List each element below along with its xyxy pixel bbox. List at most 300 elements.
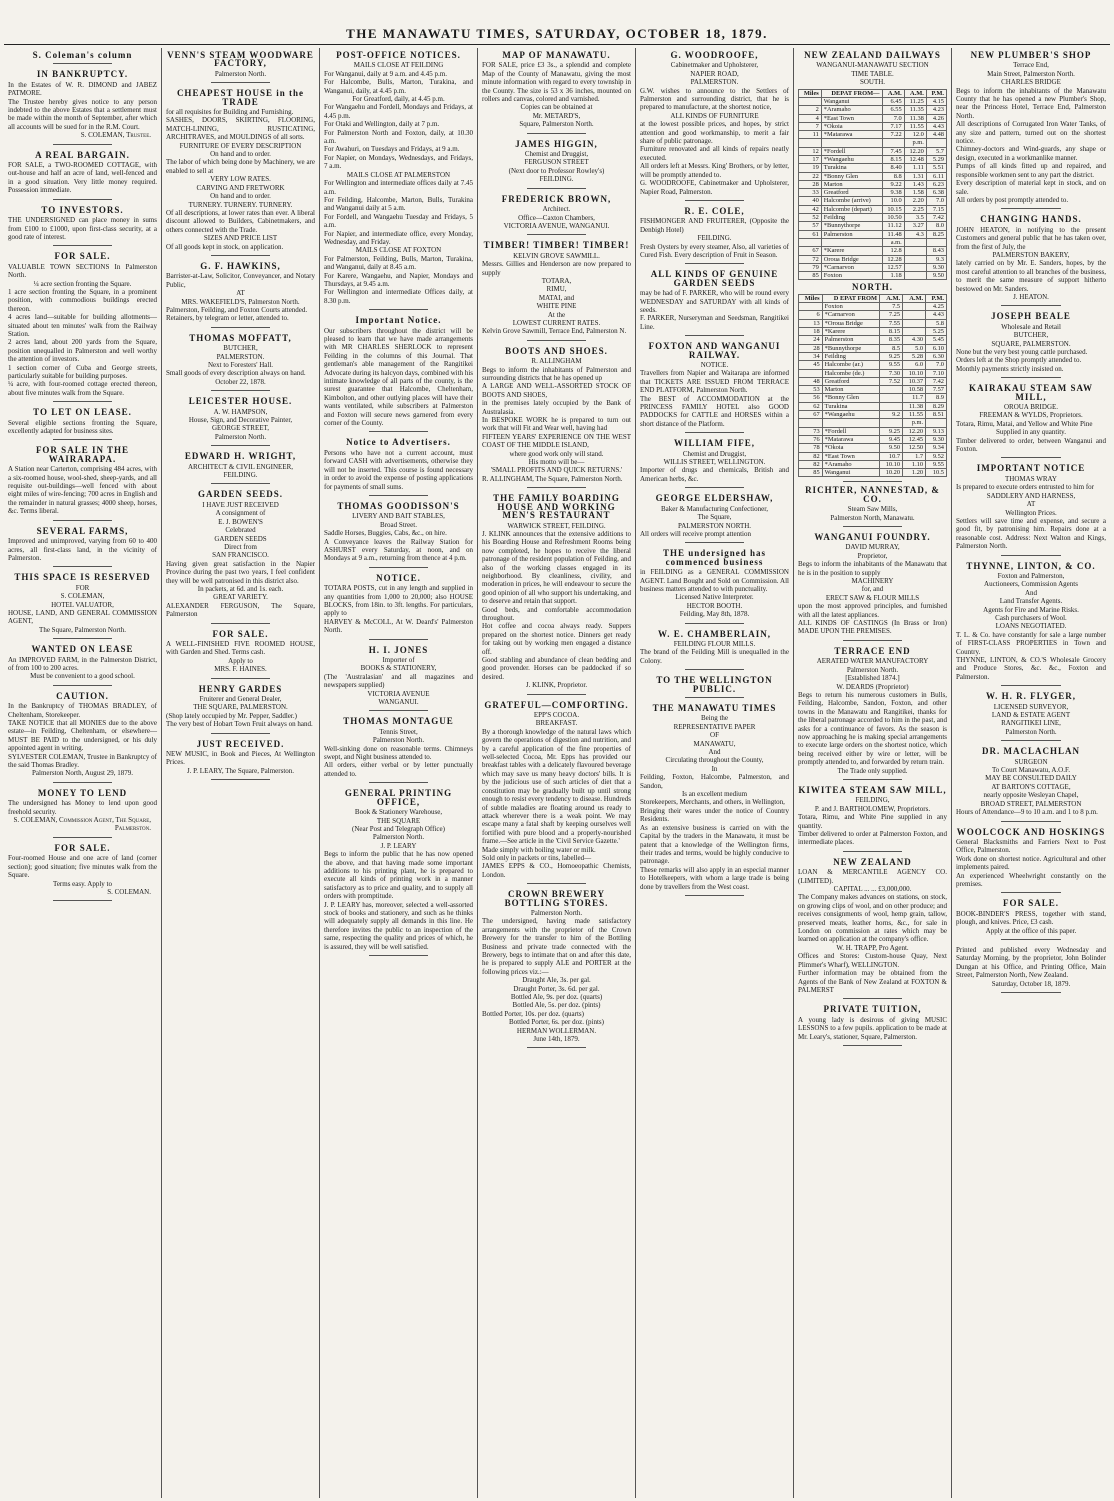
- ad-text: FOR SALE, price £3 3s., a splendid and complete Map of the County of Manawatu, giving the most minute information with regard to every township in the County. The size is 53 x 36 inches, mounted on rollers and canvas, colored and varnished.: [482, 61, 631, 104]
- timetable-cell: p.m.: [903, 419, 926, 427]
- ad-text: Begs to inform the public that he has now opened the above, and that having made some important additions to his printing plant, he is prepared to execute all kinds of printing work in a manner satisfactory as to price and quality, and to supply all orders with promptitude.: [324, 850, 473, 901]
- ad-text: THE SQUARE: [376, 816, 421, 825]
- timetable-cell: 8.9: [926, 394, 947, 402]
- ad-text: E. J. BOWEN'S: [218, 517, 263, 526]
- timetable-cell: 3.5: [904, 214, 926, 222]
- timetable-cell: 12.57: [882, 263, 904, 271]
- timetable-cell: 12.8: [882, 247, 904, 255]
- ad-text: SADDLERY AND HARNESS,: [986, 491, 1076, 500]
- timetable-cell: Foxton: [822, 303, 879, 311]
- timetable-cell: 11.55: [904, 122, 926, 130]
- timetable-cell: 4.23: [926, 106, 946, 114]
- ad-text: Begs to inform the inhabitants of the Manawatu that he is in the position to supply: [798, 560, 947, 577]
- timetable-cell: 7.52: [880, 377, 903, 385]
- ad-text: Saddle Horses, Buggies, Cabs, &c., on hire.: [324, 529, 447, 538]
- ad-text: (Next door to Professor Rowley's): [508, 166, 605, 175]
- timetable-cell: *Fordell: [822, 427, 879, 435]
- ad-text: OF: [710, 731, 719, 740]
- timetable-cell: 2.20: [904, 197, 926, 205]
- ad-text: Kelvin Grove Sawmill, Terrace End, Palmerston N.: [482, 327, 627, 336]
- railway-timetable: [798, 294, 947, 478]
- ad-text: J. KLINK announces that the extensive additions to his Boarding House and Refreshment Rooms being now completed, he hopes to receive the liberal patronage of the resident population of Feilding, and also of the working classes engaged in its neighborhood. By cleanliness, civility, and moderation in prices, he will endeavour to secure the good opinion of all who support his undertaking, and to deserve and retain that support.: [482, 529, 631, 606]
- ad-text: AERATED WATER MANUFACTORY: [816, 657, 929, 666]
- timetable-row: [799, 172, 947, 180]
- ad-text: WANGANUI.: [378, 698, 419, 707]
- ad-text: MANAWATU,: [693, 739, 736, 748]
- ad-heading: TO THE WELLINGTON PUBLIC.: [656, 675, 773, 694]
- ad-text: Offices and Stores: Custom-house Quay, Next Plimmer's Wharf), WELLINGTON.: [798, 952, 947, 969]
- ad-text: FEILDING.: [223, 471, 258, 480]
- timetable-cell: 9.45: [880, 435, 903, 443]
- ad-text: Agents for Fire and Marine Risks.: [983, 605, 1079, 614]
- timetable-cell: Wanganui: [821, 97, 882, 105]
- ad-text: As an extensive business is carried on with the Capital by the traders in the Manawatu, it must be patent that a knowledge of the Wellington firms, their trades and terms, would be highly conducive to patronage.: [640, 823, 789, 866]
- ad-heading: WILLIAM FIFE,: [673, 438, 755, 449]
- timetable-cell: *Fordell: [821, 147, 882, 155]
- timetable-row: [799, 386, 947, 394]
- timetable-cell: 9.25: [880, 352, 903, 360]
- ad-text: Of all descriptions, at lower rates than ever. A liberal discount allowed to Builders, Cabinetmakers, and others connected with the Trade.: [166, 208, 315, 234]
- timetable-row: [799, 230, 947, 238]
- advertisement: [324, 502, 473, 568]
- ad-text: [Established 1874.]: [845, 674, 900, 683]
- timetable-north-heading: NORTH.: [852, 282, 893, 293]
- ad-text: FOR SALE, a TWO-ROOMED COTTAGE, with out-house and half an acre of land, well-fenced and in a good situation. Very little money required. Possession immediate.: [8, 161, 157, 195]
- ad-text: LOAN & MERCANTILE AGENCY CO. (LIMITED).: [798, 868, 947, 885]
- ad-heading: FOXTON AND WANGANUI RAILWAY.: [648, 341, 781, 360]
- ad-text: Bottled Ale, 5s. per doz. (pints): [512, 1001, 601, 1010]
- ad-text: ¼ acre section fronting the Square.: [33, 279, 132, 288]
- ad-text: Importer of drugs and chemicals, British and American herbs, &c.: [640, 466, 789, 483]
- timetable-cell: 8.29: [926, 402, 947, 410]
- timetable-cell: 85: [799, 469, 823, 477]
- timetable-cell: 6.0: [903, 361, 926, 369]
- ad-text: And: [1024, 588, 1038, 597]
- timetable-cell: 10.58: [903, 386, 926, 394]
- timetable-cell: 28: [799, 180, 822, 188]
- ad-separator: [53, 401, 113, 402]
- ad-separator: [843, 851, 903, 852]
- ad-text: JOHN HEATON, in notifying to the present Customers and general public that he has taken over, from the first of July, the: [956, 225, 1106, 251]
- timetable-cell: Halcombe (depart): [821, 205, 882, 213]
- timetable-header-cell: A.M.: [882, 89, 904, 97]
- timetable-cell: 10.20: [880, 469, 903, 477]
- ad-text: Celebrated: [225, 526, 256, 535]
- masthead-title: THE MANAWATU TIMES, SATURDAY, OCTOBER 18, 1879.: [346, 26, 768, 41]
- advertisement: [166, 490, 315, 623]
- timetable-row: [799, 352, 947, 360]
- ad-text: SURGEON: [1014, 757, 1048, 766]
- timetable-cell: 67: [799, 247, 822, 255]
- timetable-cell: *Wangaehu: [821, 156, 882, 164]
- timetable-cell: 1.18: [882, 272, 904, 280]
- timetable-cell: 10.10: [880, 460, 903, 468]
- timetable-row: [799, 131, 947, 139]
- ad-text: A consignment of: [215, 509, 266, 518]
- timetable-cell: 8.15: [880, 328, 903, 336]
- ad-text: Broad Street.: [380, 520, 417, 529]
- ad-text: LOWEST CURRENT RATES.: [512, 318, 601, 327]
- advertisement: [482, 195, 631, 236]
- ad-text: By a thorough knowledge of the natural laws which govern the operations of digestion and nutrition, and by a careful application of the fine properties of well-selected Cocoa, Mr. Epps has provided our breakfast tables with a delicately flavoured beverage which may save us many heavy doctors' bills. It is by the judicious use of such articles of diet that a constitution may be gradually built up until strong enough to resist every tendency to disease. Hundreds of subtle maladies are floating around us ready to attack wherever there is a weak point. We may escape many a fatal shaft by keeping ourselves well fortified with pure blood and a properly-nourished frame.—See article in the 'Civil Service Gazette.': [482, 727, 631, 846]
- ad-text: SASHES, DOORS, SKIRTING, FLOORING, MATCH-LINING, RUSTICATING, ARCHITRAVES, and MOULDINGS of all sorts.: [166, 116, 315, 142]
- timetable-cell: 13: [799, 319, 823, 327]
- timetable-row: [799, 469, 947, 477]
- ad-heading: RICHTER, NANNESTAD, & CO.: [805, 485, 940, 504]
- timetable-cell: 6.45: [882, 97, 904, 105]
- ad-text: MATAI, and: [538, 293, 575, 302]
- ad-text: I HAVE JUST RECEIVED: [202, 500, 279, 509]
- ad-text: Bottled Porter, 10s. per doz. (quarts): [482, 1009, 584, 1018]
- timetable-row: [799, 114, 947, 122]
- ad-heading: THE MANAWATU TIMES: [652, 703, 777, 713]
- ad-text: Terms easy. Apply to: [53, 879, 112, 888]
- timetable-cell: [880, 386, 903, 394]
- ad-separator: [369, 567, 429, 568]
- ad-text: Foxton and Palmerston,: [997, 571, 1065, 580]
- advertisement: [166, 397, 315, 446]
- timetable-cell: Feilding: [822, 352, 879, 360]
- advertisement: [8, 408, 157, 440]
- ad-text: ALL KINDS OF FURNITURE: [670, 111, 759, 120]
- timetable-cell: 8.8: [882, 172, 904, 180]
- ad-text: Palmerston North.: [214, 69, 267, 78]
- ad-text: Licensed Native Interpreter.: [675, 593, 754, 602]
- masthead-rule: [4, 44, 1110, 45]
- advertisement: [956, 828, 1106, 894]
- ad-text: For Napier, and intermediate office, every Monday, Wednesday, and Friday.: [324, 229, 473, 246]
- ad-separator: [53, 782, 113, 783]
- ad-text: FISHMONGER AND FRUITERER, (Opposite the Denbigh Hotel): [640, 217, 789, 234]
- timetable-cell: 1.58: [904, 189, 926, 197]
- ad-text: S. COLEMAN,: [60, 592, 105, 601]
- timetable-cell: 67: [799, 411, 823, 419]
- ad-heading: LEICESTER HOUSE.: [188, 396, 293, 407]
- timetable-cell: 7.45: [882, 147, 904, 155]
- ad-heading: HENRY GARDES: [198, 683, 283, 694]
- timetable-header-cell: A.M.: [903, 294, 926, 302]
- ad-text: Mr. METARD'S,: [532, 111, 581, 120]
- ad-separator: [1001, 939, 1061, 940]
- timetable-cell: 10.37: [903, 377, 926, 385]
- ad-text: MRS. F. HAINES.: [214, 665, 267, 674]
- ad-heading: WANTED ON LEASE: [31, 644, 134, 655]
- ad-text: In BESPOKE WORK he is prepared to turn out work that will Fit and Wear well, having had: [482, 416, 631, 433]
- ad-text: upon the most approved principles, and furnished with all the latest appliances.: [798, 602, 947, 619]
- ad-heading: CAUTION.: [56, 690, 109, 701]
- ad-text: BUTCHER,: [223, 344, 258, 353]
- ad-text: ¼ acre, with four-roomed cottage erected thereon, about five minutes walk from the Square.: [8, 380, 157, 397]
- timetable-cell: 12.0: [904, 131, 926, 139]
- timetable-row: [799, 180, 947, 188]
- ad-heading: TERRACE END: [834, 645, 911, 656]
- timetable-cell: 5.0: [903, 344, 926, 352]
- advertisement: [324, 51, 473, 310]
- timetable-cell: [904, 238, 926, 246]
- timetable-cell: 57: [799, 222, 822, 230]
- ad-heading: G. WOODROOFE,: [670, 50, 759, 60]
- ad-heading: KAIRAKAU STEAM SAW MILL,: [968, 383, 1093, 402]
- timetable-cell: 33: [799, 189, 822, 197]
- ad-heading: CROWN BREWERY BOTTLING STORES.: [504, 889, 609, 908]
- ad-text: For Wanganui, daily at 9 a.m. and 4.45 p.m.: [324, 69, 447, 78]
- ad-text: lately carried on by Mr. E. Sanders, hopes, by the most careful attention to all branches of the business, to merit the same measure of support hitherto bestowed on Mr. Sanders.: [956, 259, 1106, 293]
- timetable-cell: [799, 303, 823, 311]
- ad-text: TAKE NOTICE that all MONIES due to the above estate—in Feilding, Cheltenham, or elsewhere—MUST BE PAID to the undersigned, or his duly appointed agent in writing.: [8, 719, 157, 753]
- ad-text: A Station near Carterton, comprising 484 acres, with a six-roomed house, wool-shed, sheep-yards, and all requisite out-buildings—well fenced with about eight miles of wire-fencing; 700 acres in English and the remainder in natural grasses; 4000 sheep, horses, &c. Terms liberal.: [8, 465, 157, 516]
- ad-text: LOANS NEGOTIATED.: [995, 622, 1067, 631]
- advertisement: [956, 384, 1106, 458]
- ad-text: FREEMAN & WYLDS, Proprietors.: [979, 411, 1083, 420]
- ad-text: FIFTEEN YEARS' EXPERIENCE ON THE WEST COAST OF THE MIDDLE ISLAND,: [482, 432, 631, 450]
- timetable-cell: *Aramaho: [821, 106, 882, 114]
- timetable-cell: 12.20: [904, 147, 926, 155]
- ad-text: THYNNE, LINTON, & CO.'S Wholesale Grocery and Produce Stores, &c. &c., Foxton and Palmerston.: [956, 656, 1106, 681]
- column-2: [162, 48, 320, 1498]
- ad-text: THE UNDERSIGNED can place money in sums from £100 to £1000, upon first-class security, at a good rate of interest.: [8, 216, 157, 241]
- advertisement: [324, 574, 473, 640]
- timetable-heading: SOUTH.: [859, 78, 886, 87]
- ad-text: The undersigned has Money to lend upon good freehold security.: [8, 799, 157, 816]
- ad-text: CARVING AND FRETWORK: [196, 183, 285, 192]
- ad-heading: G. F. HAWKINS,: [200, 260, 281, 271]
- ad-text: Persons who have not a current account, must forward CASH with advertisements, otherwise they will not be inserted. This course is found necessary in order to avoid the expense of posting applications for payments of small sums.: [324, 448, 473, 491]
- timetable-cell: 78: [799, 444, 823, 452]
- timetable-cell: [880, 402, 903, 410]
- ad-text: in the premises lately occupied by the Bank of Australasia.: [482, 399, 631, 416]
- timetable-cell: 1.43: [904, 180, 926, 188]
- timetable-cell: 17: [799, 156, 822, 164]
- ad-text: MRS. WAKEFIELD'S, Palmerston North.: [181, 297, 300, 306]
- timetable-cell: 9.50: [880, 444, 903, 452]
- advertisement: [166, 262, 315, 328]
- ad-text: Orders left at the Shop promptly attended to.: [956, 356, 1082, 365]
- timetable-cell: 3.27: [904, 222, 926, 230]
- timetable-cell: *Okoia: [822, 444, 879, 452]
- ad-text: HARVEY & McCOLL, At W. Deard's' Palmerston North.: [324, 617, 473, 635]
- advertisement: [324, 316, 473, 432]
- ad-text: RIMU,: [546, 285, 567, 294]
- timetable-cell: 4.30: [903, 336, 926, 344]
- ad-heading: THOMAS GOODISSON'S: [337, 500, 460, 511]
- ad-text: For Karere, Wangaehu, and Napier, Mondays and Thursdays, at 9.45 a.m.: [324, 271, 473, 288]
- advertisement: [798, 858, 947, 1000]
- ad-text: For Halcombe, Bulls, Marton, Turakina, and Wanganui, daily, at 4.45 p.m.: [324, 78, 473, 95]
- ad-text: 2 acres land, about 200 yards from the Square, position unequalled in Palmerston and well worthy the attention of investors.: [8, 338, 157, 364]
- ad-separator: [843, 481, 903, 482]
- ad-text: For Palmerston, Feilding, Bulls, Marton, Turakina, and Wanganui, daily at 8.45 a.m.: [324, 254, 473, 272]
- timetable-row: [799, 156, 947, 164]
- railway-timetable: [798, 89, 947, 281]
- ad-text: AT: [236, 289, 245, 298]
- ad-text: Auctioneers, Commission Agents: [984, 580, 1078, 589]
- timetable-cell: 12: [799, 147, 822, 155]
- ad-text: Book & Stationery Warehouse,: [354, 808, 443, 817]
- ad-separator: [369, 309, 429, 310]
- advertisement: [640, 270, 789, 336]
- advertisement: [956, 562, 1106, 687]
- advertisement: [482, 890, 631, 1048]
- advertisement: [8, 573, 157, 639]
- timetable-cell: 7.0: [926, 361, 947, 369]
- timetable-cell: *Bunnythorpe: [821, 222, 882, 230]
- ad-text: Bringing their wares under the notice of Country Residents.: [640, 806, 789, 824]
- timetable-cell: 12.50: [903, 444, 926, 452]
- ad-heading: WANGANUI FOUNDRY.: [814, 532, 931, 543]
- timetable-cell: 62: [799, 402, 823, 410]
- timetable-cell: 79: [799, 263, 822, 271]
- ad-separator: [527, 188, 587, 189]
- ad-heading: THOMAS MOFFATT,: [189, 332, 292, 343]
- ad-text: GREAT VARIETY.: [213, 593, 268, 602]
- timetable-cell: 4.25: [926, 303, 947, 311]
- ad-separator: [1001, 305, 1061, 306]
- ad-separator: [843, 1045, 903, 1046]
- timetable-cell: 34: [799, 352, 823, 360]
- timetable-cell: 9.34: [926, 444, 947, 452]
- timetable-row: [799, 139, 947, 147]
- ad-text: The Trade only supplied.: [837, 766, 908, 775]
- ad-text: T. L. & Co. have constantly for sale a large number of FIRST-CLASS PROPERTIES in Town and Country.: [956, 630, 1106, 656]
- ad-separator: [211, 327, 271, 328]
- timetable-cell: *Okoia: [821, 122, 882, 130]
- ad-text: OROUA BRIDGE.: [1003, 403, 1059, 412]
- ad-text: Apply to: [228, 656, 253, 665]
- timetable-cell: 40: [799, 197, 822, 205]
- timetable-heading: WANGANUI-MANAWATU SECTION: [816, 61, 929, 70]
- ad-text: PALMERSTON NORTH.: [677, 521, 752, 530]
- ad-text: LAND & ESTATE AGENT: [991, 711, 1071, 720]
- advertisement: [482, 140, 631, 189]
- ad-text: CAPITAL ... ... £3,000,000.: [833, 885, 912, 894]
- ad-text: Steam Saw Mills,: [847, 505, 898, 514]
- timetable-cell: *Oroua Bridge: [822, 319, 879, 327]
- timetable-cell: *Bonny Glen: [822, 394, 879, 402]
- timetable-cell: 8.25: [926, 230, 946, 238]
- ad-text: Proprietor,: [857, 551, 888, 560]
- timetable-cell: 9.55: [926, 460, 947, 468]
- ad-text: The undersigned, having made satisfactory arrangements with the proprietor of the Crown Brewery for the transfer to him of the Bottling Business and private trade connected with the Brewery, begs to intimate that on and after this date, he is prepared to supply ALE and PORTER at the following prices viz.:—: [482, 917, 631, 976]
- ad-heading: THOMAS MONTAGUE: [343, 716, 454, 727]
- timetable-header-cell: P.M.: [926, 89, 946, 97]
- ad-separator: [369, 431, 429, 432]
- advertisement: [956, 692, 1106, 741]
- ad-heading: W. H. R. FLYGER,: [985, 691, 1077, 702]
- timetable-cell: 24: [799, 336, 823, 344]
- timetable-cell: [903, 311, 926, 319]
- timetable-cell: 11.55: [903, 411, 926, 419]
- ad-heading: JUST RECEIVED.: [196, 738, 285, 749]
- ad-heading: THIS SPACE IS RESERVED: [14, 572, 151, 583]
- advertisement: [324, 789, 473, 956]
- ad-heading: TIMBER! TIMBER! TIMBER!: [483, 240, 630, 251]
- ad-text: For Napier, on Mondays, Wednesdays, and Fridays, 7 a.m.: [324, 153, 473, 171]
- ad-separator: [53, 439, 113, 440]
- ad-text: An experienced Wheelwright constantly on the premises.: [956, 871, 1106, 888]
- timetable-cell: 1.11: [904, 164, 926, 172]
- ad-separator: [53, 837, 113, 838]
- timetable-row: [799, 435, 947, 443]
- ad-text: For Otaki and Wellington, daily at 7 p.m.: [324, 120, 440, 129]
- ad-separator: [1001, 821, 1061, 822]
- ad-text: VICTORIA AVENUE, WANGANUI.: [503, 221, 610, 230]
- ad-text: J. P. LEARY has, moreover, selected a well-assorted stock of books and stationery, and such as he thinks will adequately supply all demands in this line. He therefore invites the public to an inspection of the same, respecting the quality and prices of which, he is assured, they will be well satisfied.: [324, 900, 473, 951]
- advertisement: [798, 533, 947, 641]
- ad-text: WARWICK STREET, FEILDING.: [507, 521, 606, 530]
- advertisement: [640, 704, 789, 896]
- timetable-cell: 1.7: [903, 452, 926, 460]
- timetable-cell: Halcombe (arrive): [821, 197, 882, 205]
- timetable-cell: 52: [799, 214, 822, 222]
- timetable-cell: 9.25: [880, 427, 903, 435]
- ad-text: A WELL-FINISHED FIVE ROOMED HOUSE, with Garden and Shed. Terms cash.: [166, 639, 315, 657]
- timetable-cell: [799, 139, 822, 147]
- ad-text: And: [708, 748, 721, 757]
- ad-separator: [527, 133, 587, 134]
- timetable-cell: 4.3: [904, 230, 926, 238]
- timetable-cell: 85: [799, 272, 822, 280]
- ad-text: Palmerston North, Manawatu.: [830, 513, 915, 522]
- ad-heading: MAP OF MANAWATU.: [502, 50, 611, 60]
- timetable-cell: *Aramaho: [822, 460, 879, 468]
- ad-heading: THYNNE, LINTON, & CO.: [966, 560, 1096, 571]
- ad-heading: NEW ZEALAND: [833, 856, 912, 867]
- ad-separator: [369, 639, 429, 640]
- timetable-header-cell: D EPAT FROM: [822, 294, 879, 302]
- timetable-cell: Marton: [821, 180, 882, 188]
- ad-heading: S. Coleman's column: [32, 50, 133, 60]
- ad-text: FEILDING.: [539, 175, 574, 184]
- ad-text: Well-sinking done on reasonable terms. Chimneys swept, and Night business attended to.: [324, 744, 473, 762]
- ad-text: Wellington Prices.: [1005, 508, 1057, 517]
- ad-text: MAILS CLOSE AT PALMERSTON: [346, 170, 451, 179]
- timetable-cell: [821, 139, 882, 147]
- ad-text: may be had of F. PARKER, who will be round every WEDNESDAY and SATURDAY with all kinds of seeds.: [640, 289, 789, 314]
- ad-text: In packets, at 6d. and 1s. each.: [197, 584, 284, 593]
- ad-signature: S. COLEMAN.: [107, 887, 151, 896]
- advertisement: [166, 685, 315, 734]
- timetable-row: [799, 452, 947, 460]
- ad-text: In the Bankruptcy of THOMAS BRADLEY, of Cheltenham, Storekeeper.: [8, 702, 157, 719]
- timetable-cell: 4.43: [926, 311, 947, 319]
- timetable-cell: 42: [799, 205, 822, 213]
- ad-text: (Shop lately occupied by Mr. Pepper, Saddler.): [166, 711, 297, 720]
- advertisement: [482, 51, 631, 134]
- ad-text: Direct from: [224, 542, 257, 551]
- column-4: [478, 48, 636, 1498]
- masthead: [0, 0, 1114, 40]
- ad-separator: [1001, 208, 1061, 209]
- ad-text: REPRESENTATIVE PAPER: [673, 722, 756, 731]
- timetable-cell: [926, 238, 946, 246]
- ad-separator: [685, 542, 745, 543]
- ad-text: Palmerston North.: [1005, 727, 1057, 736]
- timetable-cell: 9.13: [926, 427, 947, 435]
- timetable-cell: 7.22: [882, 131, 904, 139]
- ad-separator: [53, 685, 113, 686]
- ad-signature: S. COLEMAN, Trustee.: [80, 131, 151, 140]
- ad-separator: [53, 900, 113, 901]
- ad-text: R. ALLINGHAM, The Square, Palmerston North.: [482, 474, 623, 483]
- timetable-cell: 45: [799, 361, 823, 369]
- timetable-cell: 76: [799, 435, 823, 443]
- ad-text: 1 acre section fronting the Square, in a prominent position, with commodious buildings erected thereon.: [8, 287, 157, 313]
- ad-text: ALL KINDS OF CASTINGS (In Brass or Iron) MADE UPON THE PREMISES.: [798, 619, 947, 636]
- timetable-cell: 11.38: [903, 402, 926, 410]
- columns: [4, 48, 1110, 1498]
- ad-text: MAY BE CONSULTED DAILY: [985, 774, 1077, 783]
- timetable-cell: 2.25: [904, 205, 926, 213]
